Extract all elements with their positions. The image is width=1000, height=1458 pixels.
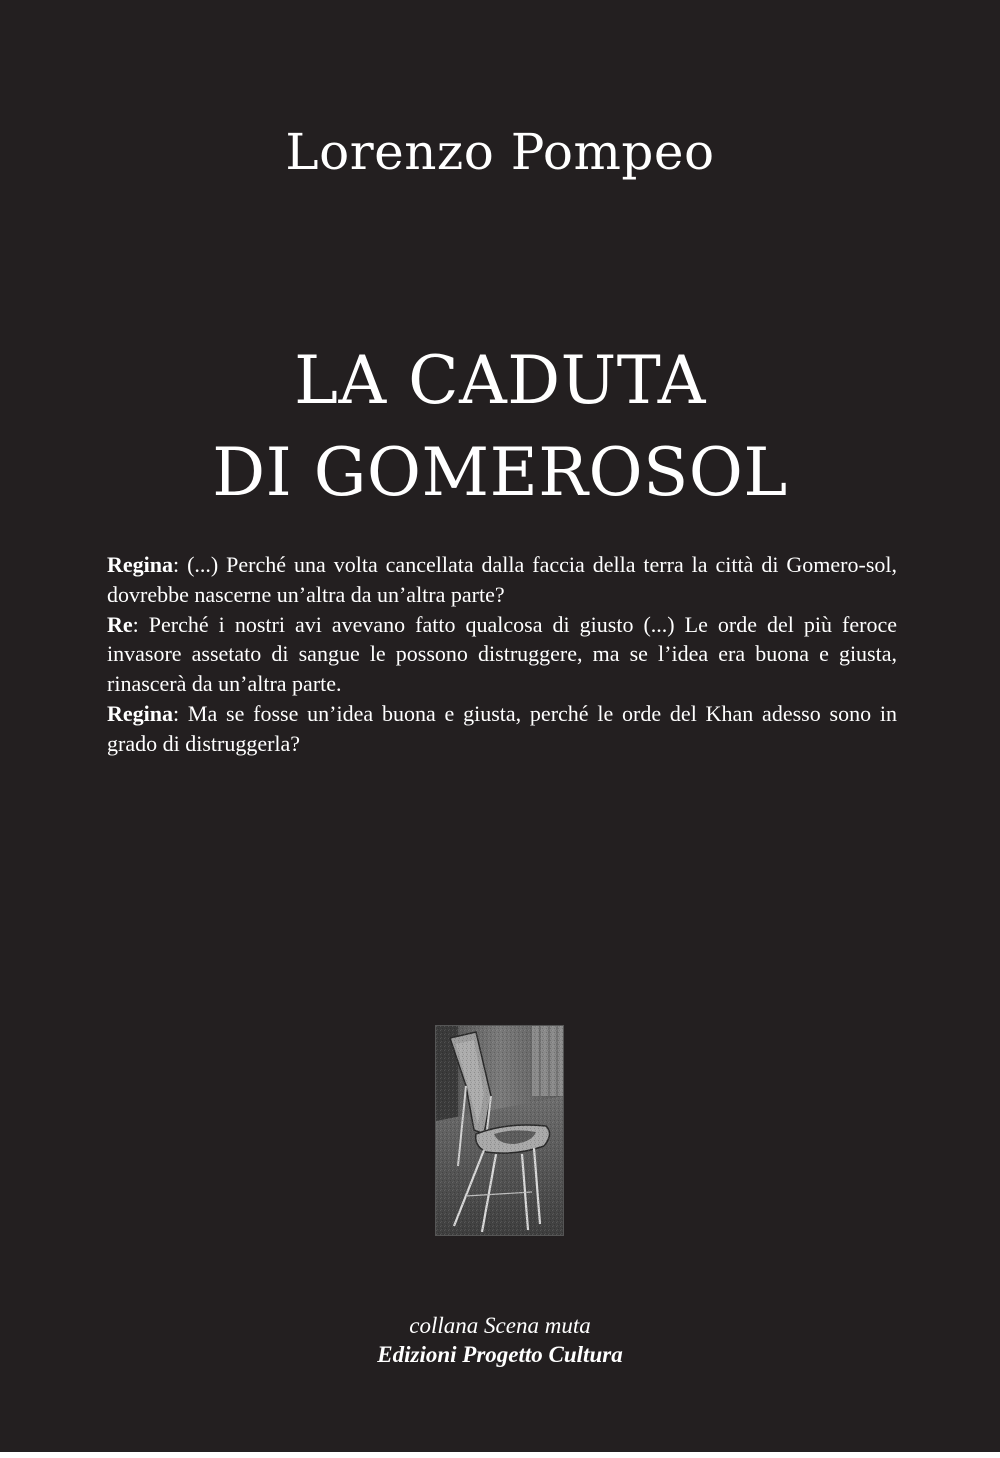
dialogue-line [107, 550, 897, 610]
book-title-line-2: DI GOMEROSOL [212, 434, 788, 511]
speaker-name: Regina [107, 700, 173, 726]
series-name: collana Scena muta [409, 1313, 591, 1338]
dialogue-text: : Ma se fosse un’idea buona e giusta, perché le orde del Khan adesso sono in grado di distruggerla? [107, 700, 897, 756]
publisher-name: Edizioni Progetto Cultura [377, 1342, 623, 1367]
dialogue-line [107, 699, 897, 759]
book-title-line-1: LA CADUTA [294, 342, 706, 419]
author-name: Lorenzo Pompeo [285, 123, 715, 181]
cover-photo-chair [435, 1025, 564, 1236]
speaker-name: Regina [107, 552, 173, 577]
chair-photo-illustration [436, 1026, 563, 1235]
page-bottom-margin [0, 1452, 1000, 1458]
speaker-name: Re [107, 611, 133, 637]
dialogue-text: : (...) Perché una volta cancellata dalla faccia della terra la città di Gomero-sol, dovrebbe nascerne un’altra da un’altra parte? [107, 552, 897, 607]
book-title [0, 335, 1000, 519]
dialogue-line [107, 610, 897, 699]
dialogue-excerpt [107, 550, 897, 759]
dialogue-text: : Perché i nostri avi avevano fatto qualcosa di giusto (...) Le orde del più feroce invasore assetato di sangue le possono distruggere, ma se l’idea era buona e giusta, rinascerà da un’altra parte. [107, 611, 897, 697]
